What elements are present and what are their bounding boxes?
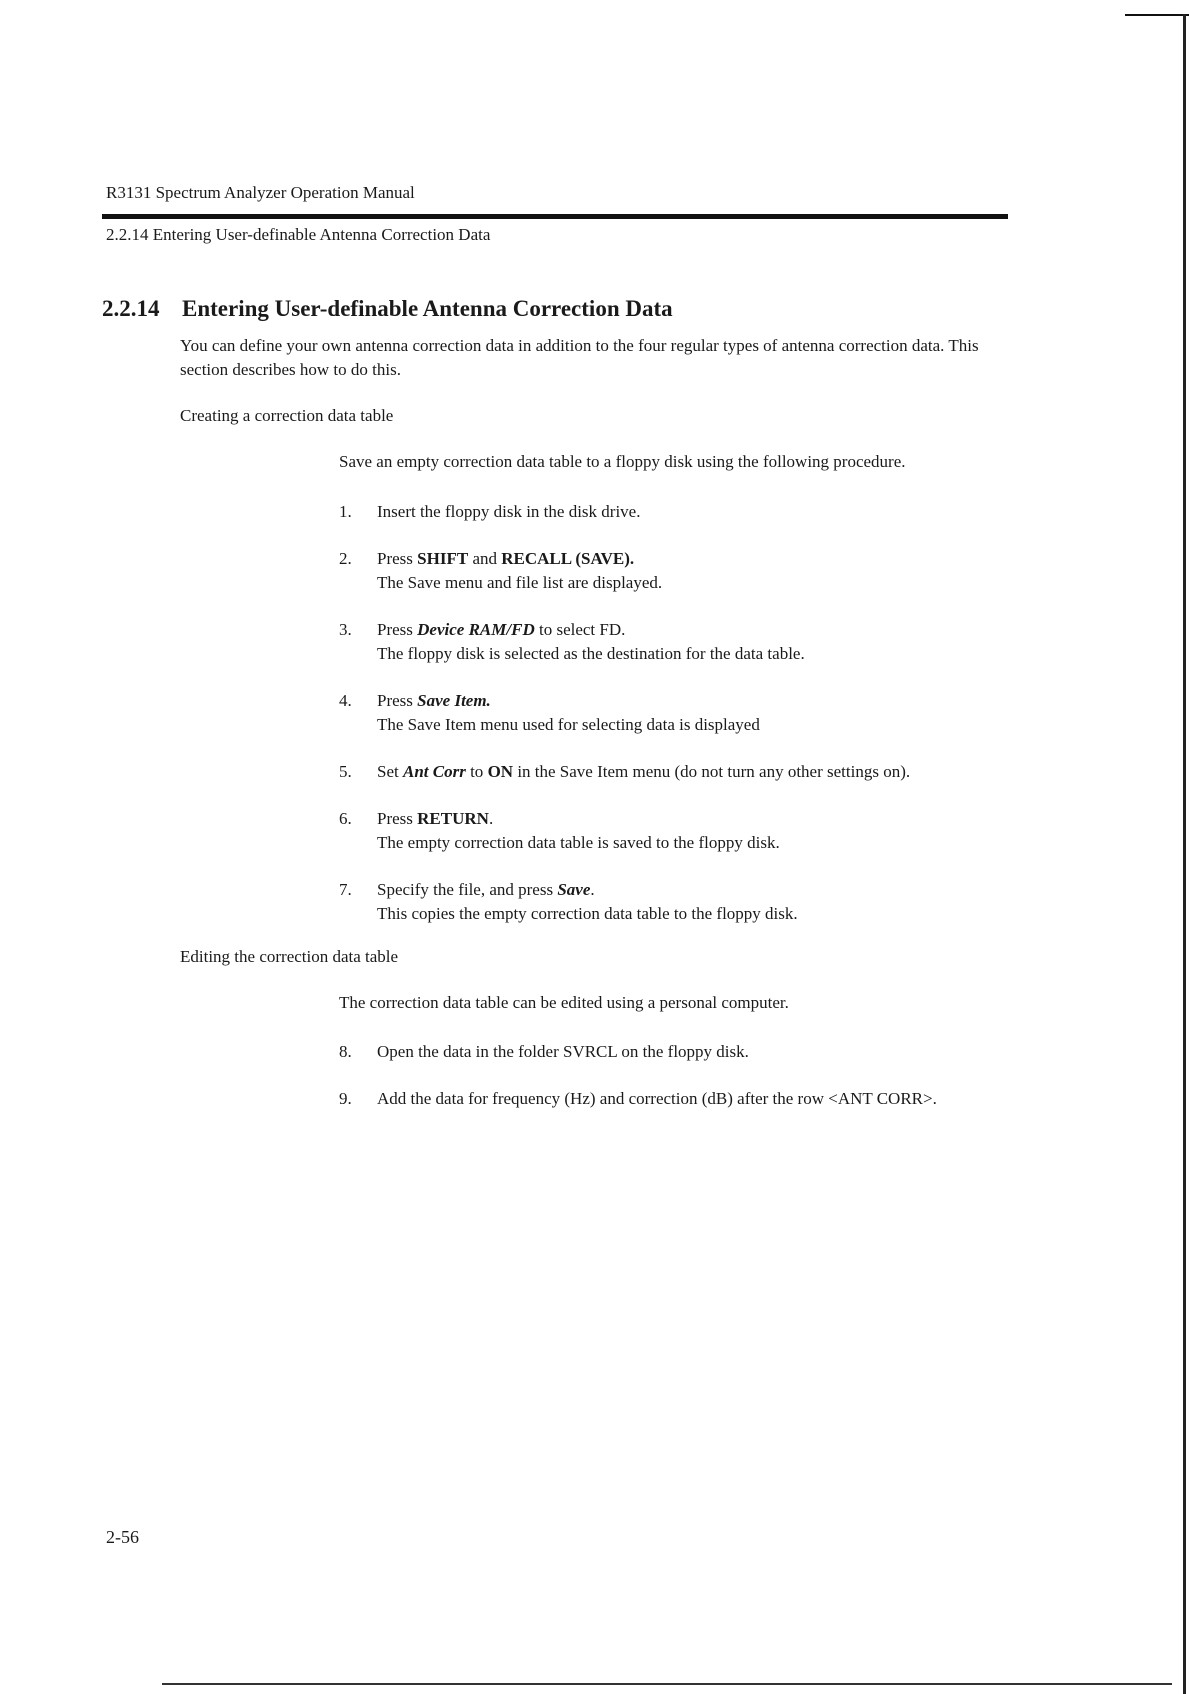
step-3 bbox=[339, 618, 1009, 666]
step-number: 1. bbox=[339, 502, 352, 521]
intro-paragraph: You can define your own antenna correction data in addition to the four regular types of antenna correction data. This section describes how to do this. bbox=[180, 336, 979, 379]
key-return: RETURN bbox=[417, 809, 489, 828]
step-text: Press RETURN. The empty correction data table is saved to the floppy disk. bbox=[377, 809, 780, 852]
softkey-ant-corr: Ant Corr bbox=[402, 762, 466, 781]
creating-heading: Creating a correction data table bbox=[180, 406, 394, 425]
step-8 bbox=[339, 1040, 1009, 1064]
step-number: 7. bbox=[339, 880, 352, 899]
step-number: 5. bbox=[339, 762, 352, 781]
running-title: R3131 Spectrum Analyzer Operation Manual bbox=[106, 183, 415, 202]
scan-bottom-line bbox=[162, 1683, 1172, 1685]
step-number: 4. bbox=[339, 691, 352, 710]
key-shift: SHIFT bbox=[417, 549, 469, 568]
editing-lead: The correction data table can be edited using a personal computer. bbox=[339, 993, 789, 1012]
softkey-device-ram-fd: Device RAM/FD bbox=[417, 620, 535, 639]
step-7 bbox=[339, 878, 1009, 926]
step-number: 9. bbox=[339, 1089, 352, 1108]
key-recall-save: RECALL (SAVE). bbox=[501, 549, 635, 568]
scan-edge-top bbox=[1125, 14, 1189, 16]
step-4 bbox=[339, 689, 1009, 737]
step-text: Set Ant Corr to ON in the Save Item menu (do not turn any other settings on). bbox=[377, 762, 911, 781]
value-on: ON bbox=[487, 762, 514, 781]
step-number: 6. bbox=[339, 809, 352, 828]
section-number: 2.2.14 bbox=[102, 296, 160, 321]
step-text: Open the data in the folder SVRCL on the floppy disk. bbox=[377, 1042, 749, 1061]
step-text: Insert the floppy disk in the disk drive. bbox=[377, 502, 641, 521]
step-number: 2. bbox=[339, 549, 352, 568]
scan-edge-right bbox=[1183, 14, 1186, 1694]
step-2 bbox=[339, 547, 1009, 595]
section-title: Entering User-definable Antenna Correction Data bbox=[182, 296, 673, 321]
step-text: Press Save Item. The Save Item menu used for selecting data is displayed bbox=[377, 691, 760, 734]
editing-heading: Editing the correction data table bbox=[180, 947, 399, 966]
step-text: Add the data for frequency (Hz) and correction (dB) after the row <ANT CORR>. bbox=[377, 1089, 937, 1108]
section-heading bbox=[102, 296, 673, 322]
section-reference: 2.2.14 Entering User-definable Antenna Correction Data bbox=[106, 225, 491, 244]
step-6 bbox=[339, 807, 1009, 855]
step-number: 8. bbox=[339, 1042, 352, 1061]
softkey-save: Save bbox=[557, 880, 591, 899]
step-1 bbox=[339, 500, 1009, 524]
step-9 bbox=[339, 1087, 1009, 1111]
creating-lead: Save an empty correction data table to a floppy disk using the following procedure. bbox=[339, 452, 906, 471]
softkey-save-item: Save Item. bbox=[417, 691, 491, 710]
step-number: 3. bbox=[339, 620, 352, 639]
page-number: 2-56 bbox=[106, 1527, 139, 1547]
header-rule bbox=[102, 214, 1008, 219]
step-5 bbox=[339, 760, 1009, 784]
step-text: Specify the file, and press Save. This copies the empty correction data table to the floppy disk. bbox=[377, 880, 798, 923]
step-text: Press Device RAM/FD to select FD. The floppy disk is selected as the destination for the data table. bbox=[377, 620, 805, 663]
step-text: Press SHIFT and RECALL (SAVE). The Save menu and file list are displayed. bbox=[377, 549, 663, 592]
